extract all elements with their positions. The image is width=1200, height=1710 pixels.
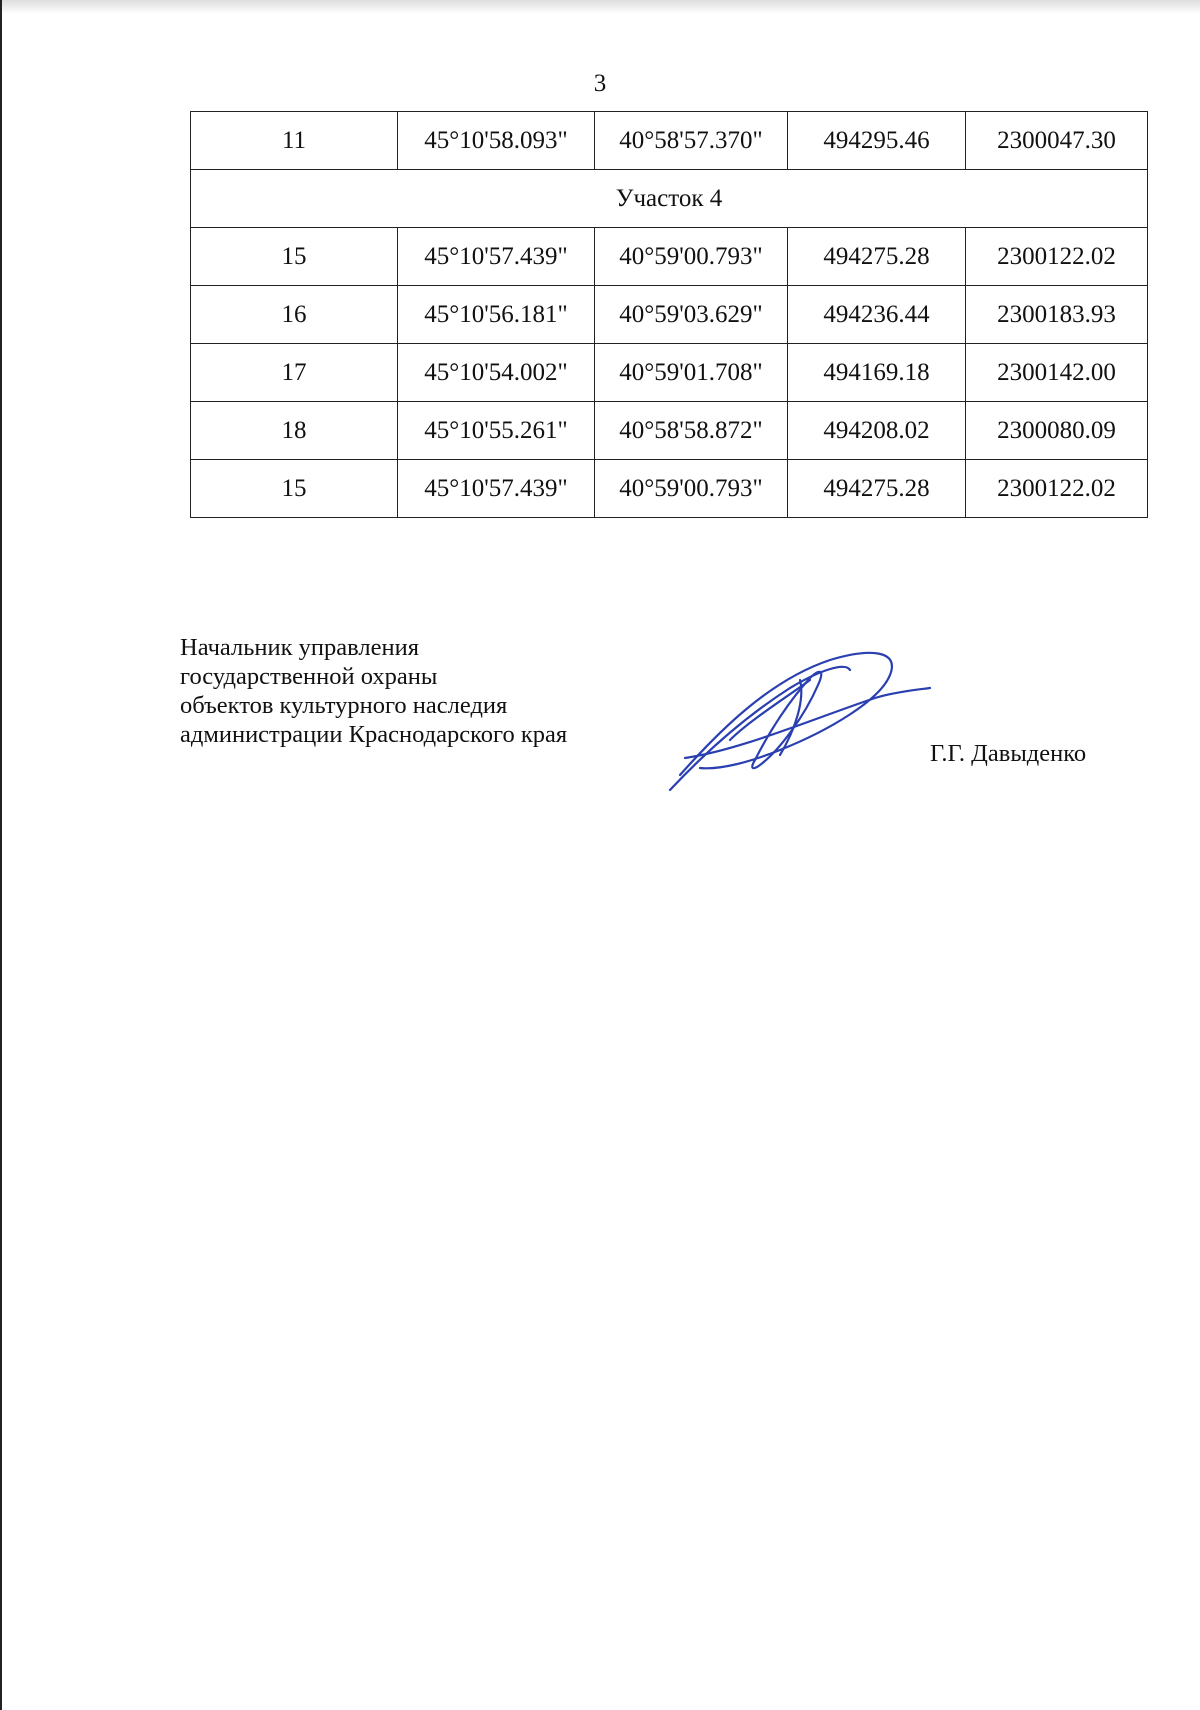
longitude-cell: 40°59'00.793": [595, 228, 788, 286]
x-coordinate-cell: 494169.18: [788, 344, 966, 402]
point-number-cell: 16: [191, 286, 398, 344]
latitude-cell: 45°10'57.439": [398, 460, 595, 518]
table-row: [191, 228, 1148, 286]
signatory-title-line: объектов культурного наследия: [180, 692, 508, 719]
signatory-title-line: Начальник управления: [180, 634, 419, 661]
y-coordinate-cell: 2300080.09: [966, 402, 1148, 460]
longitude-cell: 40°59'01.708": [595, 344, 788, 402]
y-coordinate-cell: 2300122.02: [966, 460, 1148, 518]
section-label: Участок 4: [191, 170, 1148, 228]
point-number-cell: 15: [191, 460, 398, 518]
table-row: [191, 112, 1148, 170]
x-coordinate-cell: 494208.02: [788, 402, 966, 460]
signatory-title-line: государственной охраны: [180, 663, 438, 690]
table-row: [191, 402, 1148, 460]
latitude-cell: 45°10'58.093": [398, 112, 595, 170]
longitude-cell: 40°58'57.370": [595, 112, 788, 170]
signatory-title-line: администрации Краснодарского края: [180, 721, 568, 748]
page-number: 3: [593, 70, 607, 97]
handwritten-signature: [660, 640, 940, 800]
latitude-cell: 45°10'57.439": [398, 228, 595, 286]
y-coordinate-cell: 2300142.00: [966, 344, 1148, 402]
y-coordinate-cell: 2300047.30: [966, 112, 1148, 170]
y-coordinate-cell: 2300183.93: [966, 286, 1148, 344]
latitude-cell: 45°10'55.261": [398, 402, 595, 460]
scan-shadow-top: [0, 0, 1200, 14]
point-number-cell: 17: [191, 344, 398, 402]
signatory-title: [180, 633, 567, 749]
table-row: [191, 344, 1148, 402]
section-row: [191, 170, 1148, 228]
latitude-cell: 45°10'54.002": [398, 344, 595, 402]
signatory-name: Г.Г. Давыденко: [930, 740, 1087, 767]
point-number-cell: 18: [191, 402, 398, 460]
coordinates-table: [190, 111, 1148, 518]
table-row: [191, 286, 1148, 344]
x-coordinate-cell: 494275.28: [788, 228, 966, 286]
longitude-cell: 40°58'58.872": [595, 402, 788, 460]
longitude-cell: 40°59'00.793": [595, 460, 788, 518]
scan-edge-left: [0, 0, 2, 1710]
y-coordinate-cell: 2300122.02: [966, 228, 1148, 286]
table-row: [191, 460, 1148, 518]
point-number-cell: 11: [191, 112, 398, 170]
x-coordinate-cell: 494275.28: [788, 460, 966, 518]
x-coordinate-cell: 494295.46: [788, 112, 966, 170]
longitude-cell: 40°59'03.629": [595, 286, 788, 344]
latitude-cell: 45°10'56.181": [398, 286, 595, 344]
x-coordinate-cell: 494236.44: [788, 286, 966, 344]
point-number-cell: 15: [191, 228, 398, 286]
